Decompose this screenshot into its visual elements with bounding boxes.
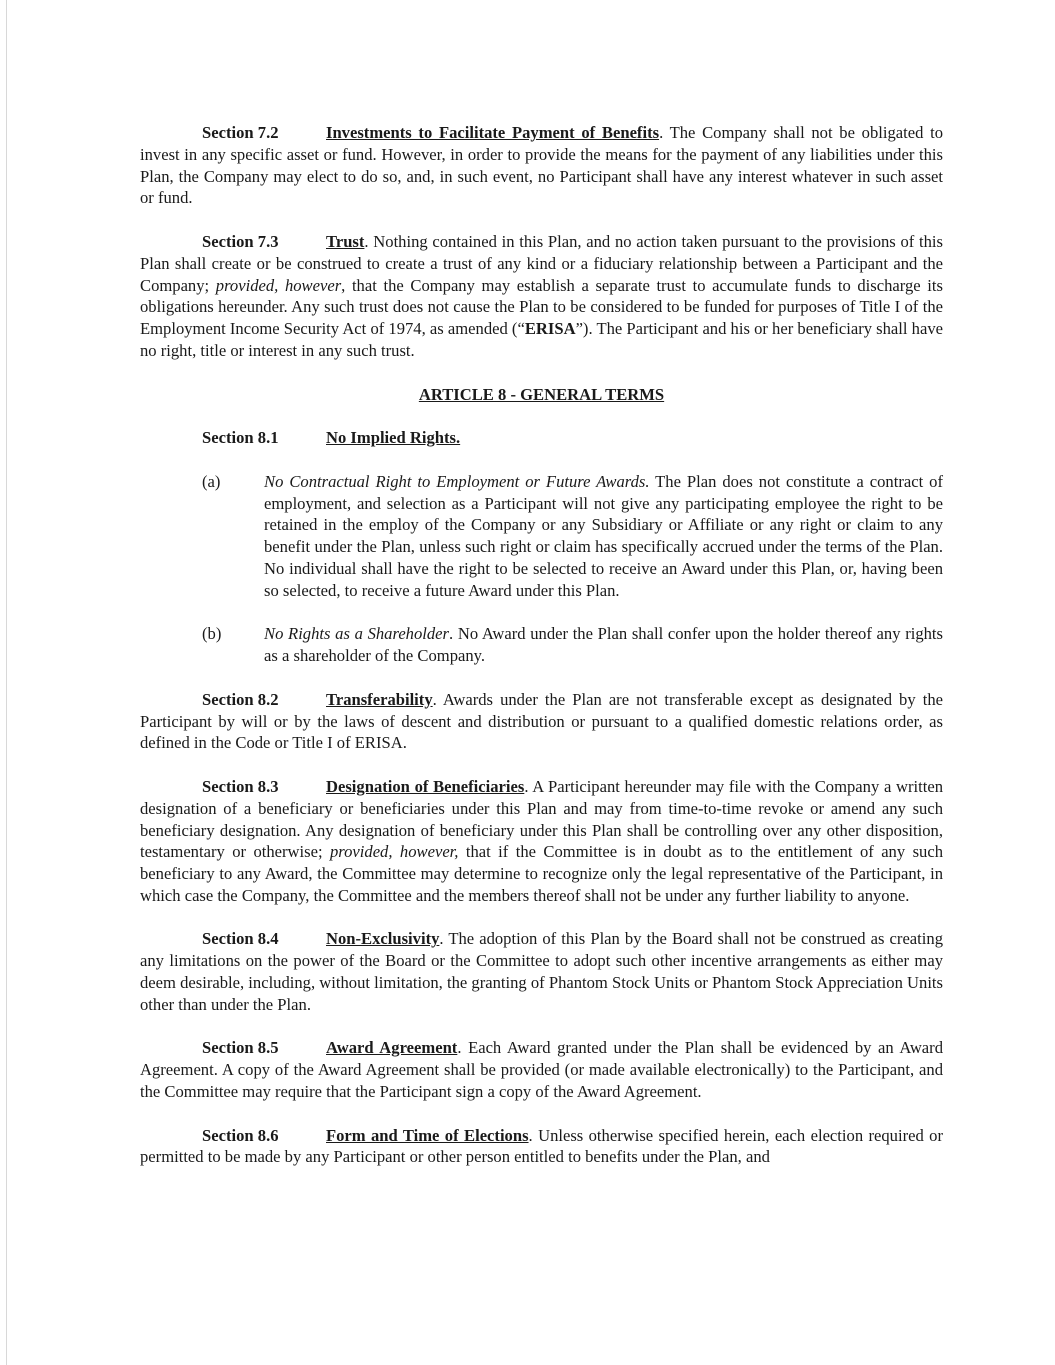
- document-body: [140, 122, 943, 1190]
- section-8-5: [140, 1037, 943, 1102]
- subsection-b: [140, 623, 943, 667]
- subsection-text: [264, 471, 943, 602]
- section-text: . The Company shall not be obligated to invest in any specific asset or fund. However, in order to provide the means for the payment of any liabilities under this Plan, the Company may elect to do so, and, in such event, no Participant shall have any interest whatever in such asset or fund.: [140, 123, 944, 208]
- section-text: , that the Company may establish a separate trust to accumulate funds to discharge its obligations hereunder. Any such trust does not cause the Plan to be considered to be funded for purposes of Title I of the Employment Income Security Act of 1974, as amended (“: [140, 275, 943, 339]
- section-number: Section 8.3: [202, 776, 279, 796]
- section-title: Transferability: [326, 689, 433, 709]
- section-number: Section 8.4: [202, 929, 279, 949]
- subsection-text: [264, 623, 943, 667]
- section-text-italic: provided, however,: [329, 842, 459, 862]
- section-text: . The adoption of this Plan by the Board shall not be construed as creating any limitations on the power of the Board or the Committee to adopt such other incentive arrangements as either may deem desirable, including, without limitation, the granting of Phantom Stock Units or Phantom Stock Appreciation Units other than under the Plan.: [140, 929, 943, 1014]
- section-number: Section 7.2: [202, 123, 279, 142]
- subsection-body: . No Award under the Plan shall confer upon the holder thereof any rights as a shareholder of the Company.: [264, 624, 943, 666]
- section-8-2: [140, 689, 943, 754]
- subsection-body: The Plan does not constitute a contract of employment, and selection as a Participant will not give any participating employee the right to be retained in the employ of the Company or any Subsidiary or Affiliate or any right or claim to any benefit under the Plan, unless such right or claim has specifically accrued under the terms of the Plan. No individual shall have the right to be selected to receive an Award under this Plan, or, having been so selected, to receive a future Award under this Plan.: [264, 471, 943, 600]
- article-heading: ARTICLE 8 - GENERAL TERMS: [418, 384, 665, 404]
- section-8-3: [140, 776, 943, 907]
- section-title: Award Agreement: [326, 1038, 458, 1058]
- subsection-heading: No Contractual Right to Employment or Future Awards.: [264, 471, 650, 491]
- defined-term: ERISA: [524, 319, 576, 339]
- section-text: . Awards under the Plan are not transferable except as designated by the Participant by will or by the laws of descent and distribution or pursuant to a qualified domestic relations order, as defined in the Code or Title I of ERISA.: [140, 689, 943, 753]
- section-number: Section 7.3: [202, 231, 279, 251]
- section-number: Section 8.2: [202, 689, 279, 709]
- section-title: Trust: [326, 231, 365, 251]
- section-text: . Unless otherwise specified herein, each election required or permitted to be made by any Participant or other person entitled to benefits under the Plan, and: [140, 1125, 943, 1167]
- section-7-2: [140, 122, 943, 209]
- section-8-4: [140, 928, 943, 1015]
- section-8-6: [140, 1125, 943, 1169]
- section-title: Investments to Facilitate Payment of Benefits: [326, 123, 660, 142]
- section-title: No Implied Rights.: [326, 428, 461, 448]
- section-8-1: [140, 427, 943, 449]
- section-text-italic: provided, however: [215, 275, 342, 295]
- subsection-label: (b): [202, 624, 222, 644]
- section-title: Non-Exclusivity: [326, 929, 440, 949]
- section-title: Form and Time of Elections: [326, 1125, 529, 1145]
- section-number: Section 8.1: [202, 428, 279, 448]
- subsection-label: (a): [202, 471, 221, 491]
- section-text: that if the Committee is in doubt as to the entitlement of any such beneficiary to any Award, the Committee may determine to recognize only the legal representative of the Participant, in which case the Company, the Committee and the members thereof shall not be under any further liability to anyone.: [140, 842, 943, 905]
- subsection-a: [140, 471, 943, 602]
- subsection-heading: No Rights as a Shareholder: [264, 624, 450, 644]
- section-text: . Nothing contained in this Plan, and no action taken pursuant to the provisions of this Plan shall create or be construed to create a trust of any kind or a fiduciary relationship between a Participant and the Company;: [140, 231, 943, 295]
- section-title: Designation of Beneficiaries: [326, 776, 525, 796]
- section-number: Section 8.6: [202, 1125, 279, 1145]
- page-edge: [6, 0, 7, 1365]
- section-text: . A Participant hereunder may file with the Company a written designation of a beneficiary or beneficiaries under this Plan and may from time-to-time revoke or amend any such beneficiary designation. Any designation of beneficiary under this Plan shall be controlling over any other disposition, testamentary or otherwise;: [140, 776, 943, 862]
- section-7-3: [140, 231, 943, 362]
- section-number: Section 8.5: [202, 1038, 279, 1058]
- section-text: . Each Award granted under the Plan shall be evidenced by an Award Agreement. A copy of the Award Agreement shall be provided (or made available electronically) to the Participant, and the Committee may require that the Participant sign a copy of the Award Agreement.: [140, 1038, 943, 1102]
- section-text: ”). The Participant and his or her beneficiary shall have no right, title or interest in any such trust.: [140, 319, 943, 360]
